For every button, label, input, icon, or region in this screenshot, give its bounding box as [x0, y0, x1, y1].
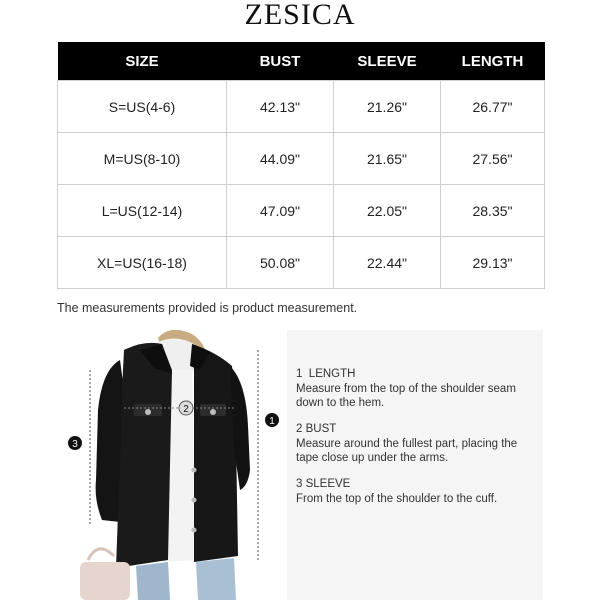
guide-item-sleeve [296, 477, 536, 506]
model-photo [58, 330, 283, 600]
sleeve-cell: 21.26" [334, 81, 441, 133]
measurement-guide-panel [287, 330, 543, 600]
guide-number: 3 [296, 478, 303, 490]
bust-cell: 42.13" [227, 81, 334, 133]
guide-number: 2 [296, 423, 303, 435]
length-cell: 26.77" [441, 81, 545, 133]
table-row [58, 133, 545, 185]
table-row [58, 237, 545, 289]
guide-heading [296, 422, 536, 437]
bust-cell: 44.09" [227, 133, 334, 185]
size-cell: XL=US(16-18) [58, 237, 227, 289]
bust-cell: 50.08" [227, 237, 334, 289]
sleeve-cell: 22.05" [334, 185, 441, 237]
marker-2-label: 2 [183, 404, 189, 415]
guide-number: 1 [296, 368, 303, 380]
guide-title: LENGTH [308, 368, 356, 380]
guide-description: Measure from the top of the shoulder seam down to the hem. [296, 382, 516, 409]
table-row [58, 185, 545, 237]
header-bust: BUST [227, 42, 334, 81]
size-cell: L=US(12-14) [58, 185, 227, 237]
length-cell: 27.56" [441, 133, 545, 185]
header-sleeve: SLEEVE [334, 42, 441, 81]
sleeve-cell: 21.65" [334, 133, 441, 185]
bust-cell: 47.09" [227, 185, 334, 237]
guide-heading [296, 367, 536, 382]
sleeve-cell: 22.44" [334, 237, 441, 289]
guide-item-bust [296, 422, 536, 466]
marker-1-label: 1 [269, 416, 275, 427]
jacket-illustration [58, 330, 283, 600]
size-chart-table [57, 42, 545, 289]
guide-title: BUST [305, 423, 337, 435]
length-cell: 28.35" [441, 185, 545, 237]
guide-title: SLEEVE [305, 478, 351, 490]
guide-description: From the top of the shoulder to the cuff. [296, 492, 498, 505]
brand-logo: ZESICA [244, 0, 356, 31]
guide-item-length [296, 367, 536, 411]
header-size: SIZE [58, 42, 227, 81]
guide-description: Measure around the fullest part, placing the tape close up under the arms. [296, 437, 518, 464]
size-cell: M=US(8-10) [58, 133, 227, 185]
header-length: LENGTH [441, 42, 545, 81]
marker-3-label: 3 [72, 439, 78, 450]
guide-heading [296, 477, 536, 492]
table-row [58, 81, 545, 133]
measurement-note: The measurements provided is product measurement. [57, 301, 358, 315]
length-cell: 29.13" [441, 237, 545, 289]
size-cell: S=US(4-6) [58, 81, 227, 133]
table-header-row [58, 42, 545, 81]
